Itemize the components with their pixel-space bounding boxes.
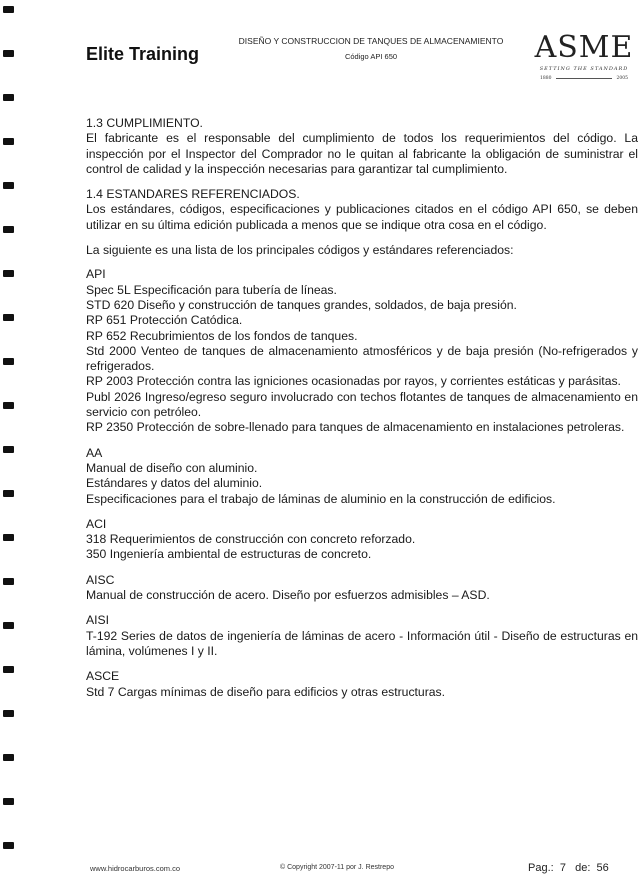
page-indicator [528,862,609,874]
reference-group [86,267,638,435]
page-of-label: de: [575,862,591,874]
brand-name: Elite Training [86,44,200,64]
logo-tagline: SETTING THE STANDARD [539,66,629,72]
reference-item: Especificaciones para el trabajo de láminas de aluminio en la construcción de edificios. [86,491,556,506]
page-number: 7 [559,862,566,874]
reference-item: Std 2000 Venteo de tanques de almacenamiento atmosféricos y de baja presión (No-refrigerados y refrigerados. [86,343,638,374]
footer-copyright: © Copyright 2007-11 por J. Restrepo [280,864,394,871]
reference-item: T-192 Series de datos de ingeniería de láminas de acero - Información útil - Diseño de estructuras en lámina, volúmenes I y II. [86,628,638,658]
reference-item: Estándares y datos del aluminio. [86,476,263,491]
reference-group [86,669,638,700]
group-name: AISI [86,613,110,628]
reference-item: Manual de diseño con aluminio. [86,460,258,475]
section-heading: 1.4 ESTANDARES REFERENCIADOS. [86,187,300,202]
section-cumplimiento [86,116,638,177]
reference-group [86,517,638,563]
group-name: ACI [86,516,107,531]
page-header [86,30,638,100]
reference-item: STD 620 Diseño y construcción de tanques grandes, soldados, de baja presión. [86,297,517,312]
reference-groups [86,267,638,699]
reference-item: Manual de construcción de acero. Diseño por esfuerzos admisibles – ASD. [86,588,490,603]
footer-website: www.hidrocarburos.com.co [90,864,181,873]
document-title: DISEÑO Y CONSTRUCCION DE TANQUES DE ALMACENAMIENTO [238,36,504,46]
section-text: El fabricante es el responsable del cumplimiento de todos los requerimientos del código. La inspección por el Inspector del Comprador no le quitan al fabricante la obligación de suministrar el control de calidad y la inspección necesarias para garantizar tal cumplimiento. [86,131,638,176]
reference-item: Std 7 Cargas mínimas de diseño para edificios y otras estructuras. [86,684,446,699]
logo-word: ASME [534,30,634,65]
asme-logo [534,30,634,90]
logo-year-start: 1880 [540,76,552,81]
reference-item: Spec 5L Especificación para tubería de líneas. [86,282,337,297]
reference-item: RP 652 Recubrimientos de los fondos de tanques. [86,328,358,343]
reference-group [86,446,638,507]
document-code: Código API 650 [344,52,398,61]
reference-item: Publ 2026 Ingreso/egreso seguro involucrado con techos flotantes de tanques de almacenamiento en servicio con petróleo. [86,389,638,420]
section-heading: 1.3 CUMPLIMIENTO. [86,116,203,130]
reference-item: 350 Ingeniería ambiental de estructuras de concreto. [86,547,372,562]
reference-group [86,613,638,659]
group-name: API [86,267,106,282]
group-name: AISC [86,572,115,587]
list-intro: La siguiente es una lista de los principales códigos y estándares referenciados: [86,243,514,258]
group-name: ASCE [86,669,120,684]
page-footer [90,862,638,876]
reference-group [86,573,638,604]
page-content [86,116,638,710]
page-label: Pag.: [528,862,554,874]
section-estandares [86,187,638,233]
logo-year-end: 2005 [616,76,628,81]
reference-item: RP 651 Protección Catódica. [86,313,243,328]
reference-item: 318 Requerimientos de construcción con concreto reforzado. [86,532,416,547]
group-name: AA [86,445,103,460]
logo-years [540,76,628,81]
reference-item: RP 2350 Protección de sobre-llenado para tanques de almacenamiento en instalaciones petroleras. [86,420,625,435]
page-total: 56 [596,862,609,874]
section-text: Los estándares, códigos, especificaciones y publicaciones citados en el código API 650, se deben utilizar en su última edición publicada a menos que se indique otra cosa en el código. [86,202,638,232]
binding-holes [3,0,17,879]
reference-item: RP 2003 Protección contra las igniciones ocasionadas por rayos, y corrientes estáticas y parásitas. [86,374,621,389]
